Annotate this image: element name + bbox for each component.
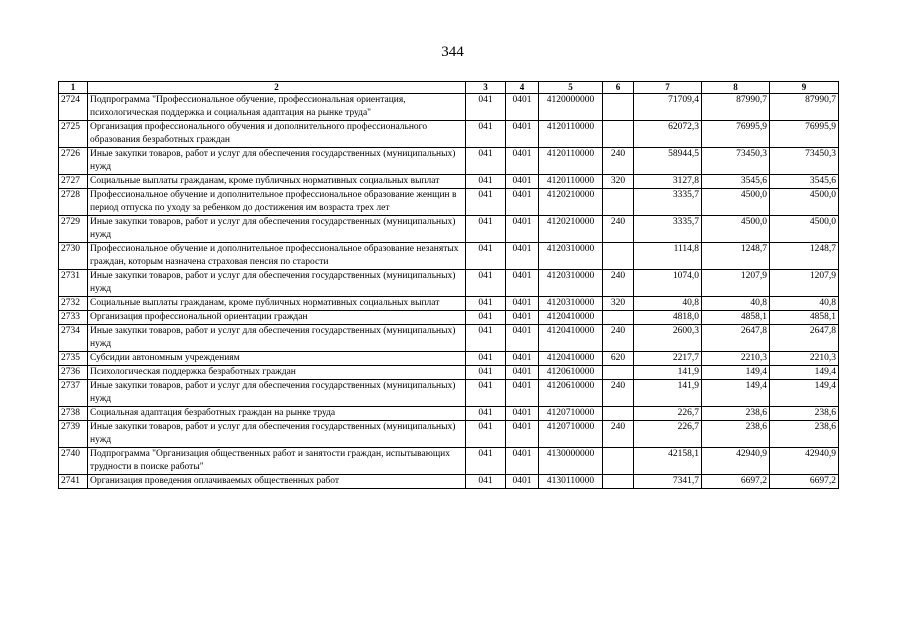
row-value-8: 73450,3	[702, 148, 770, 175]
row-name: Организация проведения оплачиваемых общественных работ	[88, 475, 466, 489]
row-name: Социальная адаптация безработных граждан на рынке труда	[88, 407, 466, 421]
row-value-9: 1248,7	[770, 243, 839, 270]
page-number: 344	[441, 44, 464, 60]
row-value-7: 3127,8	[634, 175, 702, 189]
header-col-6: 6	[603, 82, 634, 94]
row-code-5: 4130000000	[539, 448, 603, 475]
table-row	[59, 380, 839, 407]
row-value-8: 76995,9	[702, 121, 770, 148]
row-name: Иные закупки товаров, работ и услуг для обеспечения государственных (муниципальных) нужд	[88, 148, 466, 175]
row-code-3: 041	[466, 297, 506, 311]
row-value-9: 6697,2	[770, 475, 839, 489]
row-value-8: 238,6	[702, 421, 770, 448]
row-value-9: 42940,9	[770, 448, 839, 475]
table-row	[59, 448, 839, 475]
row-name: Иные закупки товаров, работ и услуг для обеспечения государственных (муниципальных) нужд	[88, 270, 466, 297]
header-col-1: 1	[59, 82, 88, 94]
header-col-2: 2	[88, 82, 466, 94]
row-value-7: 62072,3	[634, 121, 702, 148]
row-value-9: 1207,9	[770, 270, 839, 297]
row-value-9: 4858,1	[770, 311, 839, 325]
row-code-3: 041	[466, 325, 506, 352]
row-number: 2734	[59, 325, 88, 352]
row-code-3: 041	[466, 475, 506, 489]
row-code-5: 4120410000	[539, 325, 603, 352]
row-value-7: 71709,4	[634, 94, 702, 121]
row-value-8: 87990,7	[702, 94, 770, 121]
table-row	[59, 475, 839, 489]
row-code-6: 240	[603, 421, 634, 448]
row-value-7: 40,8	[634, 297, 702, 311]
row-code-6	[603, 94, 634, 121]
row-value-9: 149,4	[770, 380, 839, 407]
table-row	[59, 421, 839, 448]
row-number: 2740	[59, 448, 88, 475]
row-number: 2738	[59, 407, 88, 421]
row-name: Психологическая поддержка безработных граждан	[88, 366, 466, 380]
row-code-4: 0401	[506, 352, 539, 366]
row-number: 2730	[59, 243, 88, 270]
row-code-5: 4120610000	[539, 380, 603, 407]
row-code-4: 0401	[506, 366, 539, 380]
row-code-4: 0401	[506, 407, 539, 421]
row-code-3: 041	[466, 421, 506, 448]
row-code-6	[603, 311, 634, 325]
row-name: Организация профессиональной ориентации граждан	[88, 311, 466, 325]
table-row	[59, 325, 839, 352]
row-number: 2731	[59, 270, 88, 297]
row-code-6: 240	[603, 148, 634, 175]
row-code-3: 041	[466, 94, 506, 121]
budget-table	[58, 81, 839, 489]
row-code-5: 4120110000	[539, 148, 603, 175]
row-value-7: 58944,5	[634, 148, 702, 175]
row-value-7: 3335,7	[634, 216, 702, 243]
header-col-9: 9	[770, 82, 839, 94]
row-code-5: 4120210000	[539, 216, 603, 243]
table-row	[59, 121, 839, 148]
row-code-6: 320	[603, 297, 634, 311]
row-code-3: 041	[466, 121, 506, 148]
row-code-4: 0401	[506, 189, 539, 216]
row-value-7: 4818,0	[634, 311, 702, 325]
row-code-3: 041	[466, 311, 506, 325]
row-code-6: 240	[603, 270, 634, 297]
row-code-6: 240	[603, 325, 634, 352]
row-value-9: 73450,3	[770, 148, 839, 175]
row-value-8: 4500,0	[702, 216, 770, 243]
row-name: Иные закупки товаров, работ и услуг для обеспечения государственных (муниципальных) нужд	[88, 380, 466, 407]
row-value-8: 3545,6	[702, 175, 770, 189]
row-code-3: 041	[466, 148, 506, 175]
row-value-8: 4858,1	[702, 311, 770, 325]
table-row	[59, 148, 839, 175]
table-row	[59, 189, 839, 216]
row-value-8: 6697,2	[702, 475, 770, 489]
header-col-4: 4	[506, 82, 539, 94]
row-value-9: 40,8	[770, 297, 839, 311]
row-number: 2732	[59, 297, 88, 311]
table-row	[59, 352, 839, 366]
row-number: 2729	[59, 216, 88, 243]
table-row	[59, 297, 839, 311]
row-number: 2739	[59, 421, 88, 448]
row-code-6	[603, 189, 634, 216]
row-value-7: 1074,0	[634, 270, 702, 297]
row-name: Иные закупки товаров, работ и услуг для обеспечения государственных (муниципальных) нужд	[88, 216, 466, 243]
row-name: Подпрограмма "Профессиональное обучение, профессиональная ориентация, психологическая поддержка и социальная адаптация на рынке труда"	[88, 94, 466, 121]
table-row	[59, 270, 839, 297]
row-value-7: 2600,3	[634, 325, 702, 352]
row-number: 2733	[59, 311, 88, 325]
header-col-8: 8	[702, 82, 770, 94]
row-code-6	[603, 448, 634, 475]
table-row	[59, 94, 839, 121]
row-code-4: 0401	[506, 380, 539, 407]
header-col-7: 7	[634, 82, 702, 94]
row-value-7: 226,7	[634, 421, 702, 448]
row-value-8: 2647,8	[702, 325, 770, 352]
row-code-4: 0401	[506, 175, 539, 189]
row-name: Социальные выплаты гражданам, кроме публичных нормативных социальных выплат	[88, 297, 466, 311]
row-number: 2725	[59, 121, 88, 148]
row-code-5: 4120000000	[539, 94, 603, 121]
row-value-7: 1114,8	[634, 243, 702, 270]
row-value-9: 4500,0	[770, 189, 839, 216]
row-number: 2727	[59, 175, 88, 189]
row-value-8: 40,8	[702, 297, 770, 311]
row-value-8: 2210,3	[702, 352, 770, 366]
row-code-6	[603, 243, 634, 270]
row-value-9: 87990,7	[770, 94, 839, 121]
row-value-8: 42940,9	[702, 448, 770, 475]
row-name: Иные закупки товаров, работ и услуг для обеспечения государственных (муниципальных) нужд	[88, 325, 466, 352]
row-value-8: 149,4	[702, 380, 770, 407]
row-code-4: 0401	[506, 148, 539, 175]
row-name: Иные закупки товаров, работ и услуг для обеспечения государственных (муниципальных) нужд	[88, 421, 466, 448]
row-code-4: 0401	[506, 297, 539, 311]
row-code-5: 4120110000	[539, 175, 603, 189]
row-code-4: 0401	[506, 421, 539, 448]
row-code-6	[603, 475, 634, 489]
row-code-5: 4120610000	[539, 366, 603, 380]
row-name: Подпрограмма "Организация общественных работ и занятости граждан, испытывающих трудности в поиске работы"	[88, 448, 466, 475]
row-code-6: 620	[603, 352, 634, 366]
row-value-8: 4500,0	[702, 189, 770, 216]
row-name: Профессиональное обучение и дополнительное профессиональное образование женщин в период отпуска по уходу за ребенком до достижения им возраста трех лет	[88, 189, 466, 216]
row-value-9: 2210,3	[770, 352, 839, 366]
row-value-9: 4500,0	[770, 216, 839, 243]
row-code-3: 041	[466, 216, 506, 243]
row-code-5: 4120410000	[539, 311, 603, 325]
row-code-4: 0401	[506, 121, 539, 148]
row-code-4: 0401	[506, 243, 539, 270]
row-name: Социальные выплаты гражданам, кроме публичных нормативных социальных выплат	[88, 175, 466, 189]
row-code-4: 0401	[506, 311, 539, 325]
row-value-9: 149,4	[770, 366, 839, 380]
row-code-5: 4120710000	[539, 421, 603, 448]
row-value-7: 141,9	[634, 380, 702, 407]
row-value-9: 2647,8	[770, 325, 839, 352]
row-code-4: 0401	[506, 94, 539, 121]
row-code-4: 0401	[506, 475, 539, 489]
row-number: 2728	[59, 189, 88, 216]
row-code-6: 240	[603, 380, 634, 407]
row-value-9: 238,6	[770, 421, 839, 448]
row-number: 2737	[59, 380, 88, 407]
row-number: 2736	[59, 366, 88, 380]
row-code-3: 041	[466, 270, 506, 297]
row-code-6: 320	[603, 175, 634, 189]
row-number: 2726	[59, 148, 88, 175]
row-value-8: 238,6	[702, 407, 770, 421]
row-number: 2741	[59, 475, 88, 489]
row-code-3: 041	[466, 380, 506, 407]
row-code-5: 4120110000	[539, 121, 603, 148]
row-code-5: 4120210000	[539, 189, 603, 216]
row-code-3: 041	[466, 407, 506, 421]
row-code-6	[603, 407, 634, 421]
row-code-5: 4130110000	[539, 475, 603, 489]
row-number: 2735	[59, 352, 88, 366]
row-value-7: 3335,7	[634, 189, 702, 216]
table-row	[59, 311, 839, 325]
row-value-8: 1207,9	[702, 270, 770, 297]
row-value-8: 1248,7	[702, 243, 770, 270]
row-code-3: 041	[466, 366, 506, 380]
table-row	[59, 175, 839, 189]
row-code-3: 041	[466, 189, 506, 216]
table-row	[59, 407, 839, 421]
header-row	[59, 82, 839, 94]
row-code-6	[603, 366, 634, 380]
row-code-4: 0401	[506, 448, 539, 475]
row-code-4: 0401	[506, 270, 539, 297]
row-value-7: 141,9	[634, 366, 702, 380]
table-row	[59, 243, 839, 270]
row-value-9: 238,6	[770, 407, 839, 421]
row-code-5: 4120710000	[539, 407, 603, 421]
table-row	[59, 216, 839, 243]
row-number: 2724	[59, 94, 88, 121]
row-value-8: 149,4	[702, 366, 770, 380]
row-code-5: 4120310000	[539, 270, 603, 297]
row-code-5: 4120410000	[539, 352, 603, 366]
row-code-3: 041	[466, 175, 506, 189]
row-value-7: 7341,7	[634, 475, 702, 489]
row-value-7: 226,7	[634, 407, 702, 421]
table-row	[59, 366, 839, 380]
row-name: Профессиональное обучение и дополнительное профессиональное образование незанятых граждан, которым назначена страховая пенсия по старости	[88, 243, 466, 270]
row-value-7: 42158,1	[634, 448, 702, 475]
row-code-6	[603, 121, 634, 148]
row-code-3: 041	[466, 448, 506, 475]
row-code-3: 041	[466, 243, 506, 270]
row-name: Организация профессионального обучения и дополнительного профессионального образования безработных граждан	[88, 121, 466, 148]
row-value-9: 76995,9	[770, 121, 839, 148]
row-code-5: 4120310000	[539, 297, 603, 311]
row-name: Субсидии автономным учреждениям	[88, 352, 466, 366]
row-code-3: 041	[466, 352, 506, 366]
table-body	[59, 94, 839, 489]
header-col-3: 3	[466, 82, 506, 94]
row-code-4: 0401	[506, 325, 539, 352]
row-value-9: 3545,6	[770, 175, 839, 189]
header-col-5: 5	[539, 82, 603, 94]
row-value-7: 2217,7	[634, 352, 702, 366]
row-code-6: 240	[603, 216, 634, 243]
row-code-5: 4120310000	[539, 243, 603, 270]
row-code-4: 0401	[506, 216, 539, 243]
